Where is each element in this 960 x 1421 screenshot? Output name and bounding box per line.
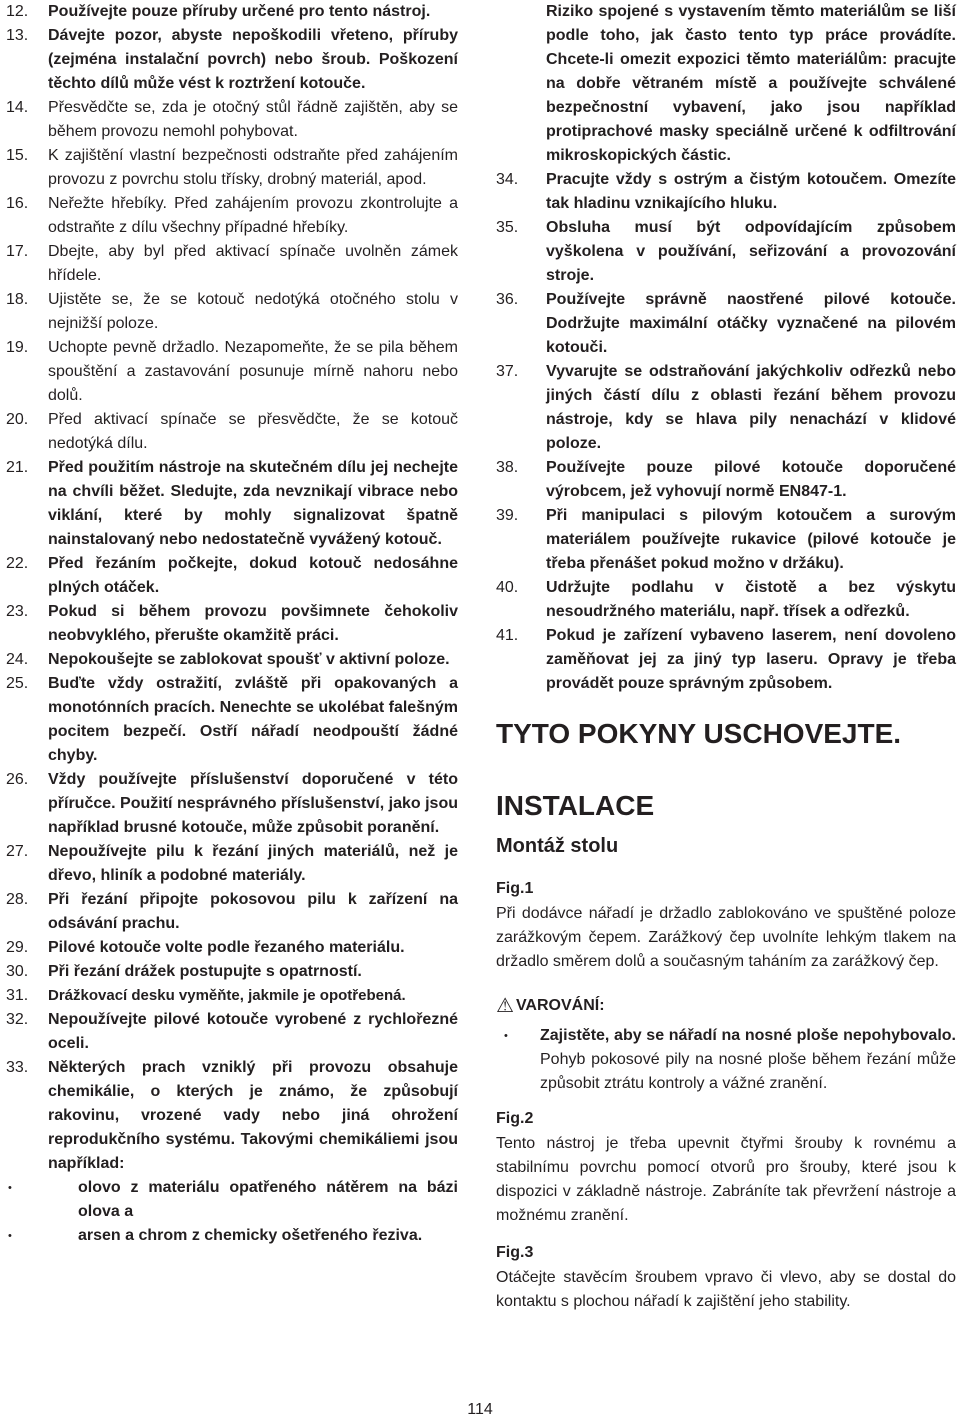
safety-item-40 [496,576,956,624]
safety-item-20 [6,408,458,456]
item-text: Před použitím nástroje na skutečném dílu jej nechejte na chvíli běžet. Sledujte, zda nevznikají vibrace nebo viklání, které by mohly signalizovat špatně nainstalovaný nebo nedostatečně vyvážený kotouč. [48,459,458,548]
item-number: 36. [496,291,519,308]
safety-item-28 [6,888,458,936]
safety-item-15 [6,144,458,192]
item-text: Uchopte pevně držadlo. Nezapomeňte, že se pila během spouštění a zastavování posunuje mírně nahoru nebo dolů. [48,339,458,404]
item-text: K zajištění vlastní bezpečnosti odstraňte před zahájením provozu z povrchu stolu třísky, drobný materiál, apod. [48,147,458,188]
item-number: 16. [6,195,29,212]
item-number: 41. [496,627,519,644]
item-text: Pracujte vždy s ostrým a čistým kotoučem. Omezíte tak hladinu vznikajícího hluku. [546,171,956,212]
item-text: Nepoužívejte pilu k řezání jiných materiálů, než je dřevo, hliník a podobné materiály. [48,843,458,884]
page-number: 114 [467,1401,493,1418]
bullet-dot: • [8,1182,12,1194]
safety-item-32 [6,1008,458,1056]
bullet-dot: • [504,1030,508,1042]
item-number: 37. [496,363,519,380]
safety-item-37 [496,360,956,456]
item-number: 33. [6,1059,29,1076]
safety-item-33 [6,1056,458,1176]
item-text: Při řezání připojte pokosovou pilu k zařízení na odsávání prachu. [48,891,458,932]
item-33-bullet [8,1176,458,1224]
safety-item-26 [6,768,458,840]
warning-text: Pohyb pokosové pily na nosné ploše během řezání může způsobit ztrátu kontroly a vážné zranění. [540,1051,956,1092]
fig3-text: Otáčejte stavěcím šroubem vpravo či vlevo, aby se dostal do kontaktu s plochou nářadí k zajištění jeho stability. [496,1269,956,1310]
safety-item-17 [6,240,458,288]
fig1-text: Při dodávce nářadí je držadlo zablokováno ve spuštěné poloze zarážkovým čepem. Zarážkový čep uvolníte lehkým tlakem na držadlo směrem dolů a současným taháním za zarážkový čep. [496,905,956,970]
item-text: Buďte vždy ostražití, zvláště při opakovaných a monotónních pracích. Nenechte se ukolébat falešným pocitem bezpečí. Ostří nářadí neodpouští žádné chyby. [48,675,458,764]
item-text: Vždy používejte příslušenství doporučené v této příručce. Použití nesprávného příslušenství, jako jsou například brusné kotouče, může způsobit poranění. [48,771,458,836]
safety-item-34 [496,168,956,216]
item-number: 18. [6,291,29,308]
safety-item-19 [6,336,458,408]
item-text: Pilové kotouče volte podle řezaného materiálu. [48,939,405,956]
item-text: Přesvědčte se, zda je otočný stůl řádně zajištěn, aby se během provozu nemohl pohybovat. [48,99,458,140]
fig1-label: Fig.1 [496,880,534,897]
bullet-dot: • [8,1230,12,1242]
fig2-label: Fig.2 [496,1110,534,1127]
item-33-tail: Riziko spojené s vystavením těmto materiálům se liší podle toho, jak často tento typ práce provádíte. Chcete-li omezit expozici těmto materiálům: pracujte na dobře větraném místě a používejte schválené bezpečnostní vybavení, jako jsou například protiprachové masky speciálně určené k odfiltrování mikroskopických částic. [546,3,956,164]
safety-item-36 [496,288,956,360]
item-number: 15. [6,147,29,164]
item-number: 32. [6,1011,29,1028]
warning-bullet [496,1024,956,1096]
safety-item-23 [6,600,458,648]
item-number: 31. [6,987,29,1004]
safety-item-35 [496,216,956,288]
sub-heading: Montáž stolu [496,835,619,857]
item-number: 34. [496,171,519,188]
item-text: Používejte správně naostřené pilové kotouče. Dodržujte maximální otáčky vyznačené na pilovém kotouči. [546,291,956,356]
item-text: Před řezáním počkejte, dokud kotouč nedosáhne plných otáček. [48,555,458,596]
fig2-text: Tento nástroj je třeba upevnit čtyřmi šrouby k rovnému a stabilnímu povrchu pomocí otvorů pro šrouby, které jsou k dispozici v základně nástroje. Zabráníte tak převržení nástroje a možnému zranění. [496,1135,956,1224]
item-number: 40. [496,579,519,596]
item-number: 38. [496,459,519,476]
item-number: 19. [6,339,29,356]
item-text: Pokud si během provozu povšimnete čehokoliv neobvyklého, přerušte okamžitě práci. [48,603,458,644]
warning-bold-text: Zajistěte, aby se nářadí na nosné ploše nepohybovalo. [540,1027,956,1044]
bullet-text: arsen a chrom z chemicky ošetřeného řeziva. [78,1227,423,1244]
keep-instructions-heading: TYTO POKYNY USCHOVEJTE. [496,718,902,749]
item-number: 21. [6,459,29,476]
item-text: Používejte pouze pilové kotouče doporučené výrobcem, jež vyhovují normě EN847-1. [546,459,956,500]
safety-item-12 [6,0,458,24]
fig3-label: Fig.3 [496,1244,534,1261]
item-text: Dávejte pozor, abyste nepoškodili vřeteno, příruby (zejména instalační povrch) nebo šroub. Poškození těchto dílů může vést k roztržení kotouče. [48,27,458,92]
safety-item-29 [6,936,458,960]
item-number: 29. [6,939,29,956]
item-number: 35. [496,219,519,236]
item-number: 27. [6,843,29,860]
item-33-continuation [496,0,956,168]
safety-item-38 [496,456,956,504]
safety-item-18 [6,288,458,336]
item-number: 26. [6,771,29,788]
safety-item-41 [496,624,956,696]
safety-item-31 [6,984,458,1008]
left-column [6,0,458,1248]
safety-item-14 [6,96,458,144]
safety-item-16 [6,192,458,240]
item-number: 23. [6,603,29,620]
safety-item-22 [6,552,458,600]
safety-item-21 [6,456,458,552]
item-number: 13. [6,27,29,44]
bullet-text: olovo z materiálu opatřeného nátěrem na bázi olova a [78,1179,458,1220]
item-text: Nepokoušejte se zablokovat spoušť v aktivní poloze. [48,651,450,668]
item-text: Používejte pouze příruby určené pro tento nástroj. [48,3,431,20]
item-text: Drážkovací desku vyměňte, jakmile je opotřebená. [48,987,406,1004]
item-text: Před aktivací spínače se přesvědčte, že se kotouč nedotýká dílu. [48,411,458,452]
section-heading: INSTALACE [496,790,655,821]
item-number: 25. [6,675,29,692]
safety-item-39 [496,504,956,576]
item-text: Neřežte hřebíky. Před zahájením provozu zkontrolujte a odstraňte z dílu všechny případné hřebíky. [48,195,458,236]
safety-item-30 [6,960,458,984]
item-number: 24. [6,651,29,668]
item-text: Nepoužívejte pilové kotouče vyrobené z rychlořezné oceli. [48,1011,458,1052]
item-text: Obsluha musí být odpovídajícím způsobem vyškolena v používání, seřizování a provozování stroje. [546,219,956,284]
item-number: 12. [6,3,29,20]
right-column [496,0,956,1314]
safety-item-24 [6,648,458,672]
safety-item-13 [6,24,458,96]
warning-heading [496,994,956,1018]
item-number: 39. [496,507,519,524]
item-33-bullet [8,1224,458,1248]
item-number: 17. [6,243,29,260]
safety-item-27 [6,840,458,888]
item-text: Při řezání drážek postupujte s opatrností. [48,963,362,980]
item-text: Při manipulaci s pilovým kotoučem a surovým materiálem používejte rukavice (pilové kotouče je třeba přenášet pokud možno v držáku). [546,507,956,572]
warning-icon: ⚠ [496,995,514,1017]
item-number: 28. [6,891,29,908]
warning-label: VAROVÁNÍ: [515,997,605,1014]
item-number: 30. [6,963,29,980]
item-text: Pokud je zařízení vybaveno laserem, není dovoleno zaměňovat jej za jiný typ laseru. Opravy je třeba provádět pouze správným způsobem. [546,627,956,692]
item-text: Ujistěte se, že se kotouč nedotýká otočného stolu v nejnižší poloze. [48,291,458,332]
item-text: Vyvarujte se odstraňování jakýchkoliv odřezků nebo jiných částí dílu z oblasti řezání během provozu nástroje, kdy se hlava pily nenachází v klidové poloze. [546,363,956,452]
safety-item-25 [6,672,458,768]
item-number: 20. [6,411,29,428]
item-number: 14. [6,99,29,116]
item-number: 22. [6,555,29,572]
item-text: Některých prach vzniklý při provozu obsahuje chemikálie, o kterých je známo, že způsobují rakovinu, vrozené vady nebo jiná ohrožení reprodukčního systému. Takovými chemikáliemi jsou například: [48,1059,458,1172]
item-text: Dbejte, aby byl před aktivací spínače uvolněn zámek hřídele. [48,243,458,284]
item-text: Udržujte podlahu v čistotě a bez výskytu nesoudržného materiálu, např. třísek a odřezků. [546,579,956,620]
